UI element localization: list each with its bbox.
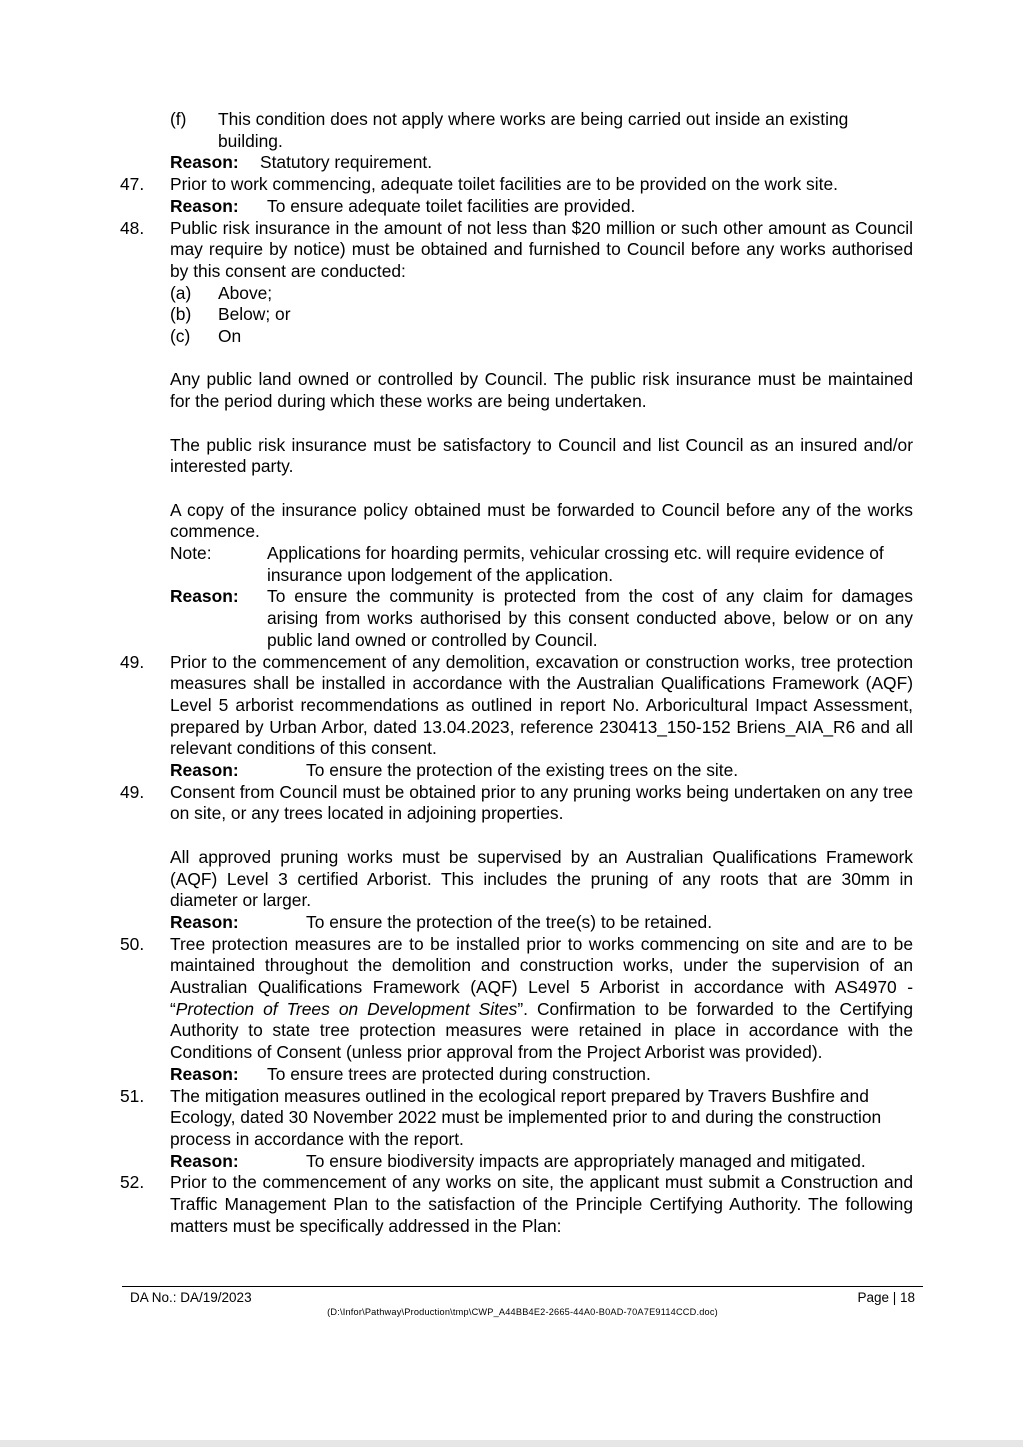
reason-text: To ensure trees are protected during construction. [267, 1063, 651, 1084]
reason-51 [170, 1151, 913, 1173]
reason-label: Reason: [170, 911, 239, 932]
condition-text: Prior to the commencement of any demolition, excavation or construction works, tree protection measures shall be installed in accordance with the Australian Qualifications Framework (AQF) Level 5 arborist recommendations as outlined in report No. Arboricultural Impact Assessment, prepared by Urban Arbor, dated 13.04.2023, reference 230413_150-152 Briens_AIA_R6 and all relevant conditions of this consent. [170, 651, 913, 759]
reason-label: Reason: [170, 195, 239, 216]
condition-number: 47. [120, 174, 145, 195]
condition-number: 49. [120, 781, 145, 802]
condition-text-part: Tree protection measures are to be installed prior to works commencing on site and are to be maintained throughout the demolition and construction works, under the supervision of an Australian Qualifications Framework (AQF) Level 5 Arborist in accordance with AS4970 - “ [170, 933, 913, 1019]
subclause-text: On [218, 326, 242, 347]
reason-text: To ensure the community is protected from the cost of any claim for damages arising from works authorised by this consent conducted above, below or on any public land owned or controlled by Council. [267, 586, 913, 650]
paragraph: All approved pruning works must be supervised by an Australian Qualifications Framework (AQF) Level 3 certified Arborist. This includes the pruning of any roots that are 30mm in diameter or larger. [170, 846, 913, 911]
subclause-label: (f) [170, 109, 187, 129]
subclause-label: (b) [170, 304, 192, 325]
condition-51 [120, 1086, 913, 1151]
reason-label: Reason: [170, 760, 239, 781]
footer-file-path: (D:\Infor\Pathway\Production\tmp\CWP_A44BB4E2-2665-44A0-B0AD-70A7E9114CCD.doc) [327, 1307, 718, 1317]
condition-52 [120, 1172, 913, 1237]
reason-text: To ensure the protection of the existing trees on the site. [306, 760, 739, 781]
condition-text: Public risk insurance in the amount of not less than $20 million or such other amount as Council may require by notice) must be obtained and furnished to Council before any works authorised by this consent are conducted: [170, 217, 913, 281]
reason-50 [170, 1064, 913, 1086]
condition-text: Prior to work commencing, adequate toilet facilities are to be provided on the work site. [170, 174, 838, 195]
condition-text-part: ”. Confirmation to be forwarded to the Certifying Authority to state tree protection measures were retained in place in accordance with the Conditions of Consent (unless prior approval from the Project Arborist was provided). [170, 998, 913, 1063]
subclause-a [170, 283, 913, 305]
condition-number: 49. [120, 651, 145, 672]
condition-text: Prior to the commencement of any works on site, the applicant must submit a Construction and Traffic Management Plan to the satisfaction of the Principle Certifying Authority. The following matters must be specifically addressed in the Plan: [170, 1172, 913, 1236]
footer-page-number: Page | 18 [857, 1290, 915, 1305]
footer-da-number: DA No.: DA/19/2023 [130, 1290, 252, 1305]
subclause-label: (c) [170, 326, 191, 347]
reason-49-pruning [170, 912, 913, 934]
paragraph: A copy of the insurance policy obtained must be forwarded to Council before any of the works commence. [170, 499, 913, 542]
reason-f [170, 152, 913, 174]
subclause-text: Above; [218, 282, 273, 303]
viewer-bottom-edge [0, 1440, 1023, 1447]
note-48 [170, 543, 913, 586]
reason-label: Reason: [170, 1150, 239, 1171]
condition-text: The mitigation measures outlined in the ecological report prepared by Travers Bushfire and Ecology, dated 30 November 2022 must be implemented prior to and during the construction process in accordance with the report. [170, 1085, 882, 1149]
reason-text: To ensure the protection of the tree(s) to be retained. [306, 911, 713, 932]
condition-text: Consent from Council must be obtained prior to any pruning works being undertaken on any tree on site, or any trees located in adjoining properties. [170, 781, 913, 824]
reason-47 [170, 196, 913, 218]
standard-title: Protection of Trees on Development Sites [175, 998, 518, 1019]
reason-text: To ensure adequate toilet facilities are provided. [267, 195, 636, 216]
subclause-c [170, 326, 913, 348]
conditions-body [120, 109, 913, 1238]
reason-49-tree-protection [170, 760, 913, 782]
condition-text [170, 934, 913, 1064]
condition-number: 50. [120, 933, 145, 954]
subclause-b [170, 304, 913, 326]
reason-label: Reason: [170, 586, 239, 607]
paragraph: The public risk insurance must be satisfactory to Council and list Council as an insured and/or interested party. [170, 434, 913, 477]
note-label: Note: [170, 543, 212, 564]
subclause-label: (a) [170, 282, 192, 303]
paragraph: Any public land owned or controlled by Council. The public risk insurance must be maintained for the period during which these works are being undertaken. [170, 369, 913, 412]
reason-48 [170, 586, 913, 651]
condition-47 [120, 174, 913, 196]
condition-48 [120, 218, 913, 283]
condition-number: 52. [120, 1172, 145, 1193]
subclause-text: This condition does not apply where works are being carried out inside an existing building. [218, 109, 849, 151]
reason-text: To ensure biodiversity impacts are appropriately managed and mitigated. [306, 1150, 866, 1171]
reason-label: Reason: [170, 1063, 239, 1084]
condition-49-tree-protection [120, 652, 913, 761]
subclause-f [170, 109, 913, 152]
condition-50 [120, 934, 913, 1064]
footer-divider [122, 1286, 923, 1287]
subclause-text: Below; or [218, 304, 291, 325]
condition-49-pruning [120, 782, 913, 825]
reason-text: Statutory requirement. [260, 152, 433, 173]
condition-number: 51. [120, 1085, 145, 1106]
condition-number: 48. [120, 217, 145, 238]
note-text: Applications for hoarding permits, vehicular crossing etc. will require evidence of insurance upon lodgement of the application. [267, 543, 884, 585]
reason-label: Reason: [170, 152, 239, 173]
